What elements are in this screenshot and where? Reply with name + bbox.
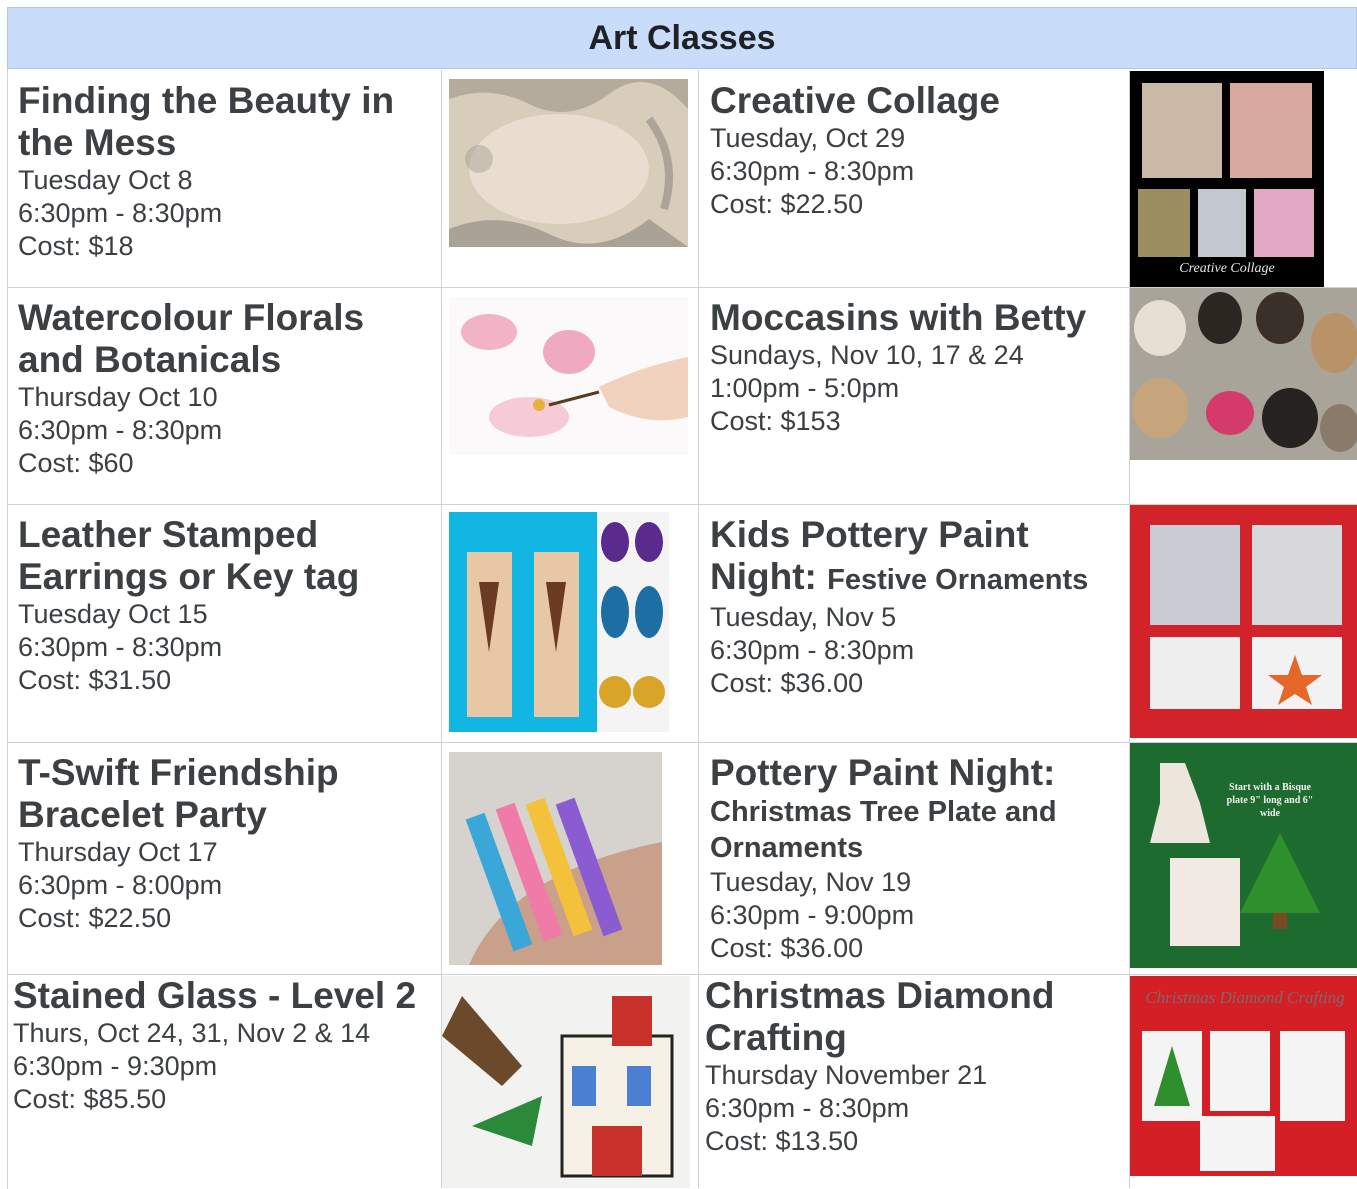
class-cost: Cost: $22.50 (710, 189, 864, 219)
class-time: 6:30pm - 8:30pm (710, 156, 915, 186)
class-cost: Cost: $36.00 (710, 933, 864, 963)
class-pottery-paint-night (710, 752, 1125, 965)
class-time: 6:30pm - 9:00pm (710, 900, 915, 930)
collage-image (1130, 71, 1324, 287)
class-subtitle: Festive Ornaments (827, 564, 1089, 596)
class-time: 6:30pm - 8:30pm (18, 198, 223, 228)
class-title: Moccasins with Betty (710, 297, 1087, 338)
watercolour-image (449, 297, 688, 455)
class-date: Tuesday, Nov 5 (710, 602, 897, 632)
class-title (710, 514, 1125, 601)
class-watercolour-florals (18, 297, 438, 480)
class-time: 6:30pm - 8:00pm (18, 870, 223, 900)
class-creative-collage (710, 80, 1125, 221)
class-tswift-bracelet (18, 752, 438, 935)
class-cost: Cost: $36.00 (710, 668, 864, 698)
class-date: Tuesday Oct 15 (18, 599, 208, 629)
class-date: Sundays, Nov 10, 17 & 24 (710, 340, 1024, 370)
class-date: Thursday Oct 10 (18, 382, 218, 412)
column-divider (698, 70, 699, 1188)
class-finding-beauty (18, 80, 438, 263)
class-time: 6:30pm - 8:30pm (18, 632, 223, 662)
class-cost: Cost: $31.50 (18, 665, 172, 695)
christmas-tree-plate-image (1130, 743, 1357, 968)
leather-earrings-image (449, 512, 669, 732)
festive-ornaments-image (1130, 505, 1357, 738)
class-time: 6:30pm - 9:30pm (13, 1051, 218, 1081)
class-title: Stained Glass - Level 2 (13, 975, 417, 1016)
class-date: Thursday November 21 (705, 1060, 988, 1090)
class-time: 6:30pm - 8:30pm (710, 635, 915, 665)
page-title: Art Classes (7, 7, 1357, 69)
class-cost: Cost: $22.50 (18, 903, 172, 933)
class-subtitle: Christmas Tree Plate and Ornaments (710, 796, 1057, 864)
class-title: Christmas Diamond Crafting (705, 975, 1055, 1058)
class-cost: Cost: $153 (710, 406, 841, 436)
stained-glass-image (442, 976, 690, 1188)
class-title: Finding the Beauty in the Mess (18, 80, 395, 163)
class-stained-glass (13, 975, 438, 1116)
class-title-main: Kids Pottery Paint Night: (710, 514, 1029, 597)
class-cost: Cost: $18 (18, 231, 134, 261)
class-time: 6:30pm - 8:30pm (705, 1093, 910, 1123)
friendship-bracelet-image (449, 752, 662, 965)
mixed-media-art-image (449, 79, 688, 247)
class-time: 1:00pm - 5:0pm (710, 373, 900, 403)
image-caption: Creative Collage (1179, 261, 1275, 276)
image-caption: Start with a Bisque plate 9" long and 6" wide (1226, 782, 1314, 819)
class-title: T-Swift Friendship Bracelet Party (18, 752, 339, 835)
class-leather-earrings (18, 514, 438, 697)
class-date: Thursday Oct 17 (18, 837, 218, 867)
class-christmas-diamond (705, 975, 1125, 1158)
class-title: Pottery Paint Night: (710, 752, 1056, 793)
class-date: Tuesday, Oct 29 (710, 123, 906, 153)
class-cost: Cost: $85.50 (13, 1084, 167, 1114)
class-time: 6:30pm - 8:30pm (18, 415, 223, 445)
class-cost: Cost: $60 (18, 448, 134, 478)
class-title: Creative Collage (710, 80, 1000, 121)
class-moccasins (710, 297, 1125, 438)
class-title: Leather Stamped Earrings or Key tag (18, 514, 360, 597)
image-caption: Christmas Diamond Crafting (1145, 988, 1345, 1007)
class-date: Tuesday, Nov 19 (710, 867, 912, 897)
class-date: Thurs, Oct 24, 31, Nov 2 & 14 (13, 1018, 371, 1048)
class-title: Watercolour Florals and Botanicals (18, 297, 365, 380)
diamond-crafting-image (1130, 976, 1357, 1176)
class-cost: Cost: $13.50 (705, 1126, 859, 1156)
moccasins-image (1130, 288, 1357, 460)
class-date: Tuesday Oct 8 (18, 165, 193, 195)
class-kids-pottery (710, 514, 1125, 700)
